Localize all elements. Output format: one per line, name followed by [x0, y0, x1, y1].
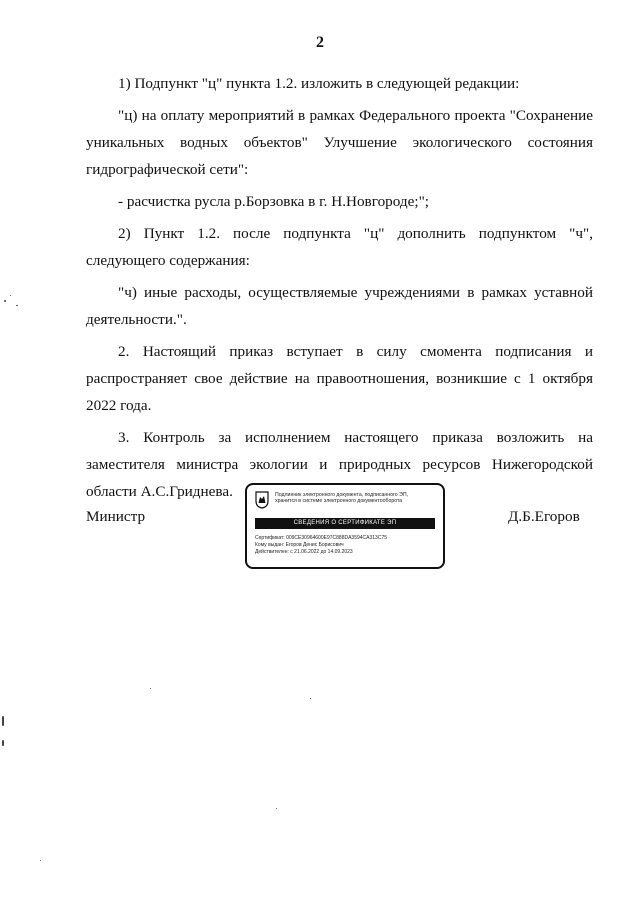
- paragraph-7: 3. Контроль за исполнением настоящего приказа возложить на заместителя министра экологии и природных ресурсов Нижегородской области А.С.Гриднева.: [86, 429, 593, 500]
- signatory-title: Министр: [86, 508, 146, 525]
- scan-noise: [2, 716, 4, 726]
- paragraph-4: 2) Пункт 1.2. после подпункта "ц" дополнить подпунктом "ч", следующего содержания:: [86, 225, 593, 269]
- paragraph-3: - расчистка русла р.Борзовка в г. Н.Новгороде;";: [118, 193, 430, 210]
- electronic-signature-stamp: [245, 483, 445, 569]
- stamp-banner: СВЕДЕНИЯ О СЕРТИФИКАТЕ ЭП: [255, 518, 435, 529]
- stamp-issued-to: Кому выдан: Егоров Денис Борисович: [255, 542, 344, 548]
- signature-block: [0, 483, 640, 573]
- stamp-certificate: Сертификат: 009CE30964600E97C888DA3594CA313C75: [255, 535, 388, 541]
- scan-noise: [16, 305, 18, 306]
- scan-noise: [40, 860, 41, 861]
- scan-noise: [2, 740, 4, 746]
- scan-noise: [150, 688, 151, 689]
- page-number: 2: [316, 34, 324, 51]
- scan-noise: [310, 698, 311, 699]
- scan-noise: [4, 300, 6, 302]
- stamp-header-line-1: Подлинник электронного документа, подписанного ЭП,: [275, 492, 409, 498]
- paragraph-5: "ч) иные расходы, осуществляемые учреждениями в рамках уставной деятельности.".: [86, 284, 593, 328]
- scan-noise: [276, 808, 277, 809]
- stamp-validity: Действителен: с 21.06.2022 до 14.09.2023: [255, 549, 353, 555]
- document-body: [86, 70, 593, 510]
- paragraph-6: 2. Настоящий приказ вступает в силу смомента подписания и распространяет свое действие на правоотношения, возникшие с 1 октября 2022 года.: [86, 343, 593, 414]
- stamp-header-line-2: хранится в системе электронного документооборота: [275, 498, 403, 504]
- paragraph-2: "ц) на оплату мероприятий в рамках Федерального проекта "Сохранение уникальных водных объектов" Улучшение экологического состояния гидрографической сети":: [86, 107, 593, 178]
- paragraph-1: 1) Подпункт "ц" пункта 1.2. изложить в следующей редакции:: [118, 75, 520, 92]
- coat-of-arms-icon: [255, 491, 269, 509]
- scan-noise: [10, 295, 11, 296]
- signatory-name: Д.Б.Егоров: [508, 508, 580, 525]
